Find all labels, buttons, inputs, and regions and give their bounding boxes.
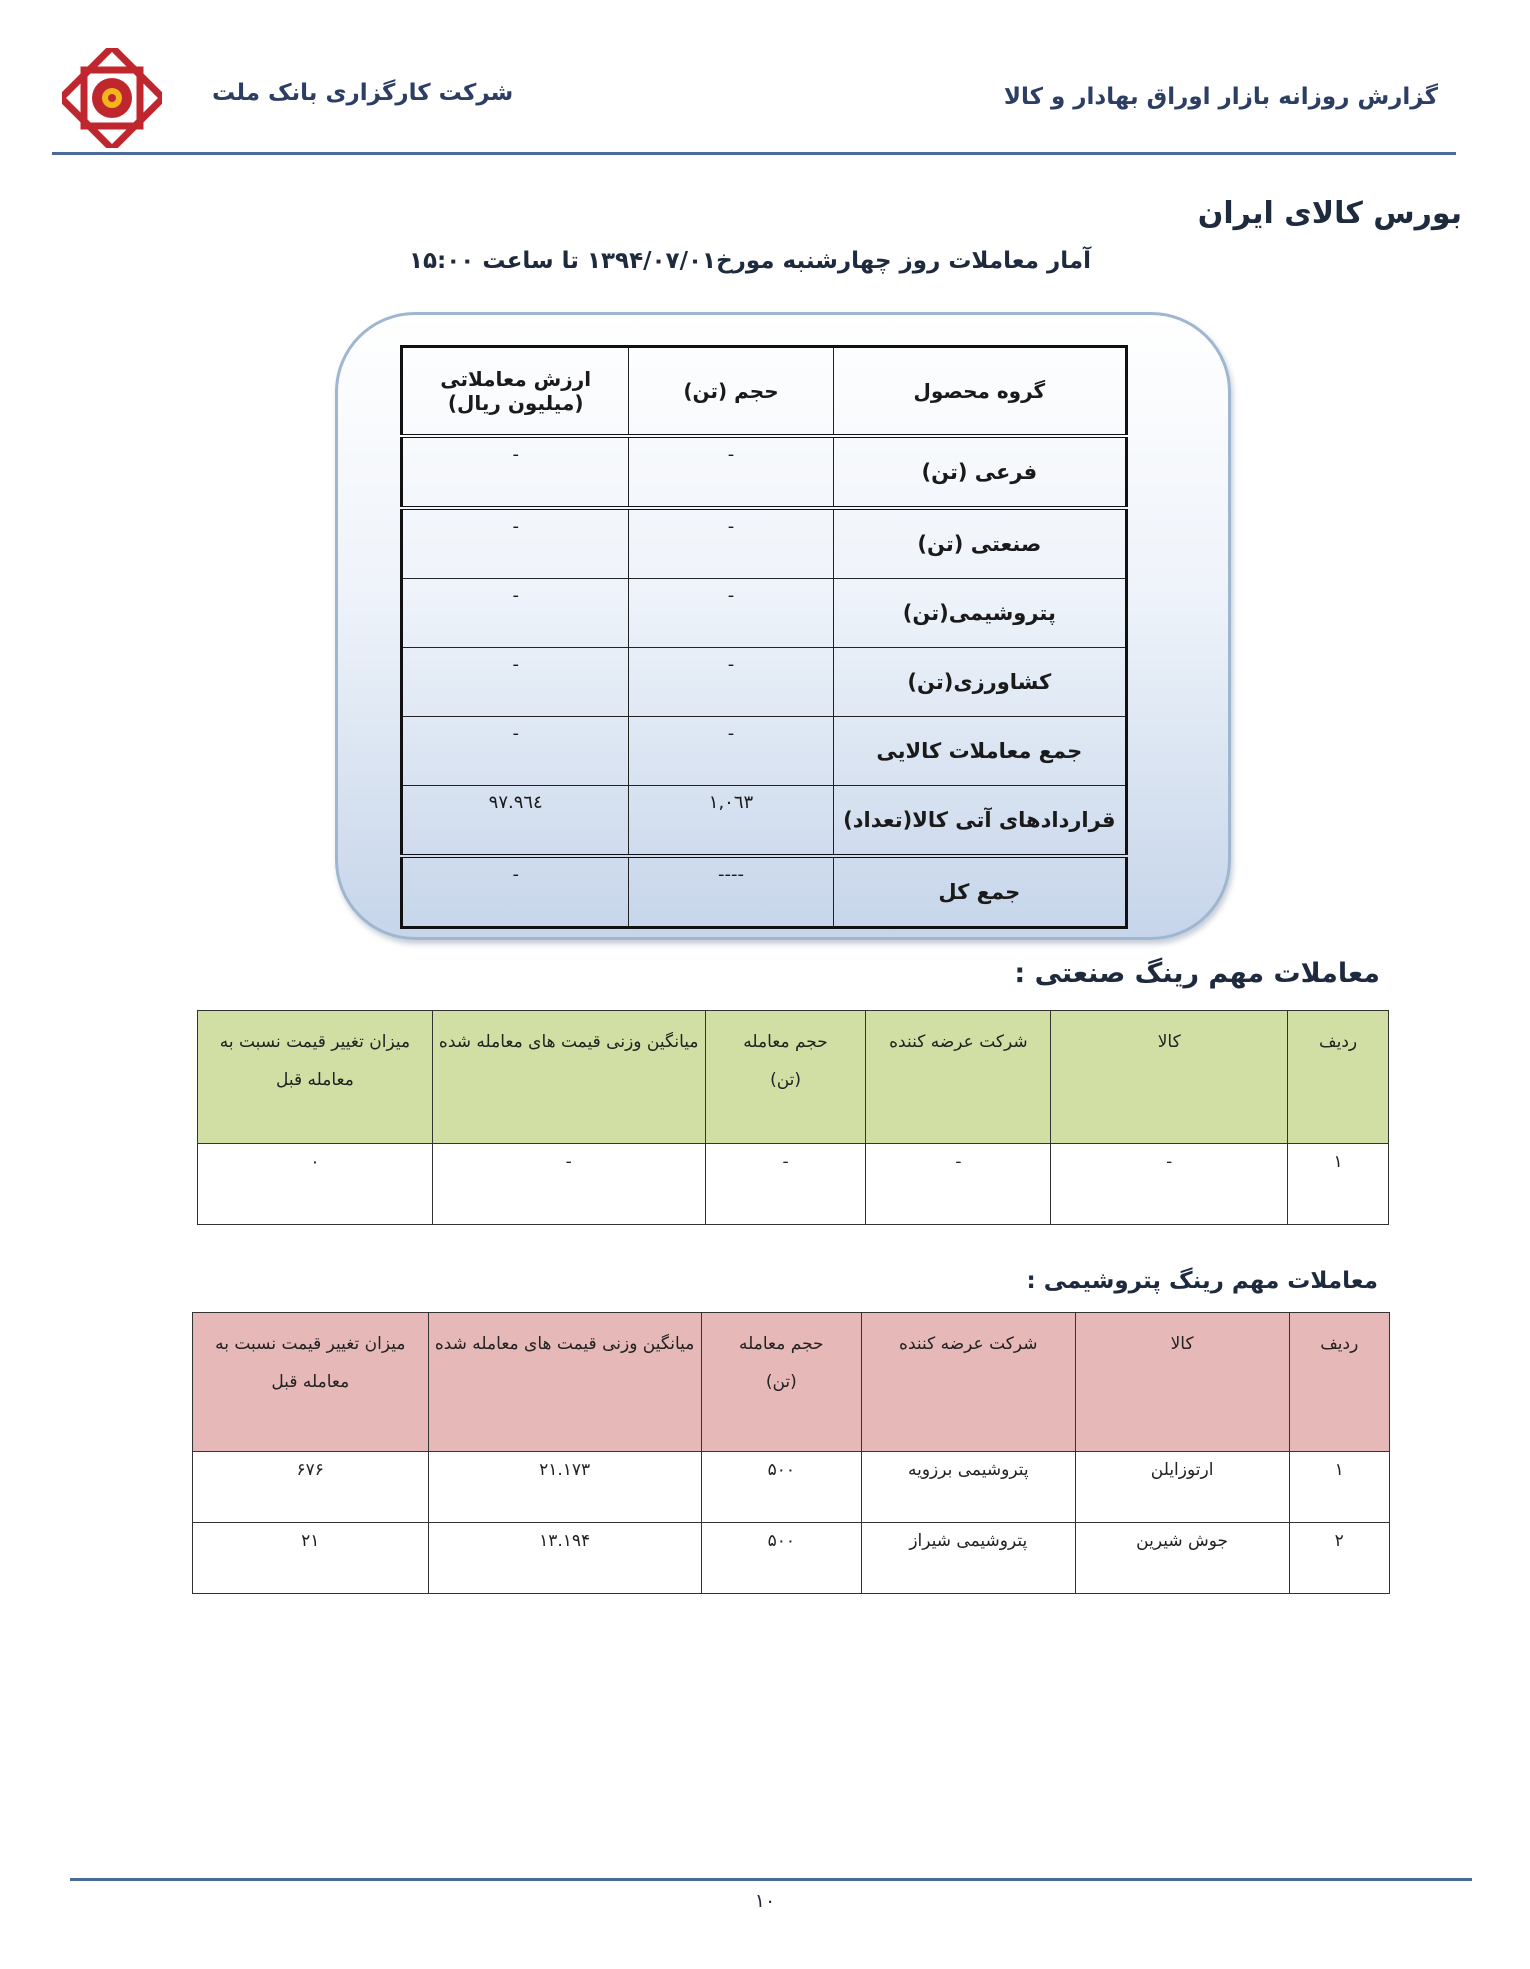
stats-row-label: جمع کل xyxy=(833,856,1126,928)
col-volume xyxy=(701,1313,861,1452)
col-supplier: شرکت عرضه کننده xyxy=(866,1011,1051,1144)
stats-row-value: - xyxy=(402,508,629,579)
stats-col-value: ارزش معاملاتی (میلیون ریال) xyxy=(402,347,629,437)
petrochemical-ring-heading: معاملات مهم رینگ پتروشیمی : xyxy=(1026,1268,1378,1294)
col-commodity: کالا xyxy=(1075,1313,1289,1452)
col-commodity: کالا xyxy=(1051,1011,1288,1144)
stats-header-row xyxy=(402,347,1127,437)
stats-row xyxy=(402,648,1127,717)
stats-row xyxy=(402,579,1127,648)
table-row xyxy=(198,1144,1389,1225)
table-row xyxy=(193,1452,1390,1523)
cell-commodity: جوش شیرین xyxy=(1075,1523,1289,1594)
stats-row xyxy=(402,786,1127,857)
col-row: ردیف xyxy=(1288,1011,1389,1144)
col-volume xyxy=(705,1011,866,1144)
stats-row-volume: ١,٠٦٣ xyxy=(629,786,833,857)
stats-row xyxy=(402,436,1127,508)
col-volume-label: حجم معامله xyxy=(743,1032,828,1052)
cell-volume: ۵۰۰ xyxy=(701,1523,861,1594)
stats-row-value: - xyxy=(402,436,629,508)
cell-change: ۲۱ xyxy=(193,1523,429,1594)
report-title: گزارش روزانه بازار اوراق بهادار و کالا xyxy=(1003,84,1438,110)
company-name: شرکت کارگزاری بانک ملت xyxy=(212,80,514,106)
stats-row-volume: ---- xyxy=(629,856,833,928)
col-supplier: شرکت عرضه کننده xyxy=(861,1313,1075,1452)
stats-row-label: فرعی (تن) xyxy=(833,436,1126,508)
stats-row-value: ٩٧.٩٦٤ xyxy=(402,786,629,857)
stats-row-total xyxy=(402,856,1127,928)
cell-commodity: - xyxy=(1051,1144,1288,1225)
stats-row-value: - xyxy=(402,648,629,717)
cell-supplier: پتروشیمی شیراز xyxy=(861,1523,1075,1594)
stats-row-volume: - xyxy=(629,648,833,717)
cell-change: ۶۷۶ xyxy=(193,1452,429,1523)
cell-volume: - xyxy=(705,1144,866,1225)
stats-row-label: قراردادهای آتی کالا(تعداد) xyxy=(833,786,1126,857)
cell-supplier: پتروشیمی برزویه xyxy=(861,1452,1075,1523)
col-change: میزان تغییر قیمت نسبت به معامله قبل xyxy=(198,1011,433,1144)
stats-row-label: صنعتی (تن) xyxy=(833,508,1126,579)
section-title: بورس کالای ایران xyxy=(1197,196,1462,231)
stats-title: آمار معاملات روز چهارشنبه مورخ۱۳۹۴/۰۷/۰۱ تا ساعت ۱۵:۰۰ xyxy=(408,248,1092,274)
cell-commodity: ارتوزایلن xyxy=(1075,1452,1289,1523)
stats-row-label: پتروشیمی(تن) xyxy=(833,579,1126,648)
cell-avg-price: ۱۳.۱۹۴ xyxy=(428,1523,701,1594)
stats-table xyxy=(400,345,1128,929)
industrial-ring-heading: معاملات مهم رینگ صنعتی : xyxy=(1014,958,1380,989)
company-logo-icon xyxy=(62,48,162,148)
cell-row: ۱ xyxy=(1288,1144,1389,1225)
stats-row-volume: - xyxy=(629,579,833,648)
stats-col-volume: حجم (تن) xyxy=(629,347,833,437)
cell-change: ۰ xyxy=(198,1144,433,1225)
page-number: ۱۰ xyxy=(754,1890,776,1912)
petrochemical-header-row xyxy=(193,1313,1390,1452)
cell-volume: ۵۰۰ xyxy=(701,1452,861,1523)
col-change: میزان تغییر قیمت نسبت به معامله قبل xyxy=(193,1313,429,1452)
cell-avg-price: - xyxy=(432,1144,705,1225)
col-row: ردیف xyxy=(1289,1313,1390,1452)
stats-row xyxy=(402,508,1127,579)
stats-row-label: جمع معاملات کالایی xyxy=(833,717,1126,786)
table-row xyxy=(193,1523,1390,1594)
stats-row-volume: - xyxy=(629,508,833,579)
col-volume-unit: (تن) xyxy=(765,1372,797,1392)
col-volume-label: حجم معامله xyxy=(739,1334,824,1354)
stats-row-value: - xyxy=(402,579,629,648)
stats-row-volume: - xyxy=(629,717,833,786)
petrochemical-ring-table xyxy=(192,1312,1390,1594)
stats-row-value: - xyxy=(402,717,629,786)
cell-avg-price: ٢١.١٧٣ xyxy=(428,1452,701,1523)
industrial-ring-table xyxy=(197,1010,1389,1225)
footer-divider xyxy=(70,1878,1472,1881)
stats-row-label: کشاورزی(تن) xyxy=(833,648,1126,717)
stats-row-volume: - xyxy=(629,436,833,508)
col-avg-price: میانگین وزنی قیمت های معامله شده xyxy=(428,1313,701,1452)
cell-supplier: - xyxy=(866,1144,1051,1225)
header-divider xyxy=(52,152,1456,155)
cell-row: ۱ xyxy=(1289,1452,1390,1523)
col-avg-price: میانگین وزنی قیمت های معامله شده xyxy=(432,1011,705,1144)
cell-row: ۲ xyxy=(1289,1523,1390,1594)
industrial-header-row xyxy=(198,1011,1389,1144)
stats-col-group: گروه محصول xyxy=(833,347,1126,437)
col-volume-unit: (تن) xyxy=(770,1070,801,1090)
stats-row-value: - xyxy=(402,856,629,928)
stats-row xyxy=(402,717,1127,786)
